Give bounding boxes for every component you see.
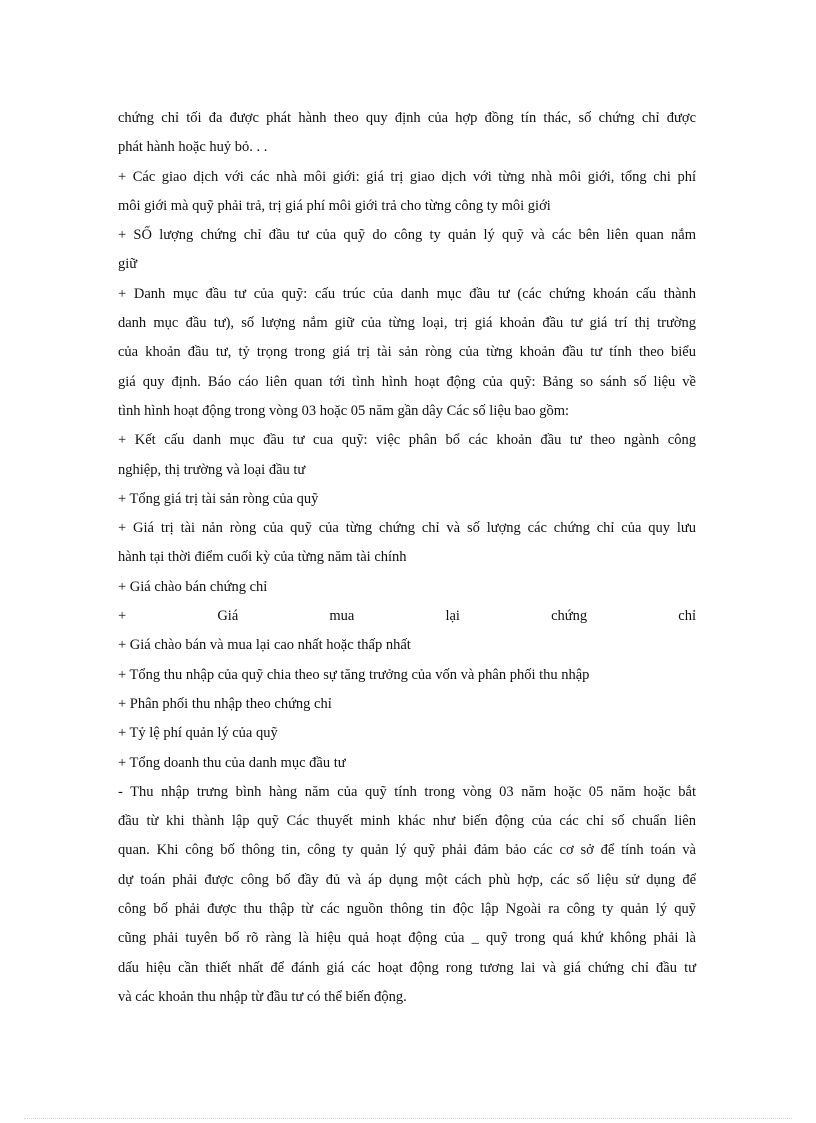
text-line: giá quy định. Báo cáo liên quan tới tình hình hoạt động của quỹ: Bảng so sánh số liệu về [118,373,696,390]
text-line: dự toán phải được công bố đầy đủ và áp dụng một cách phù hợp, các số liệu sử dụng để [118,871,696,888]
text-line: - Thu nhập trưng bình hàng năm của quỹ tính trong vòng 03 năm hoặc 05 năm hoặc bắt [118,783,696,800]
page-bottom-rule [24,1118,792,1119]
text-word: + [118,608,127,625]
text-line: + Phân phối thu nhập theo chứng chỉ [118,695,332,712]
text-line: + Tổng giá trị tài sản ròng của quỹ [118,490,319,507]
text-line-spread [118,602,696,631]
text-word: Giá [217,608,239,625]
text-line: công bố phải được thu thập từ các nguồn thông tin độc lập Ngoài ra công ty quản lý quỹ [118,901,696,918]
text-word: chỉ [678,608,696,625]
text-line: + Giá trị tài nản ròng của quỹ của từng chứng chỉ và số lượng các chứng chỉ của quy lưu [118,520,696,537]
text-word: lại [445,608,460,625]
text-line: + Giá chào bán và mua lại cao nhất hoặc thấp nhất [118,637,411,654]
text-line: của khoản đầu tư, tỷ trọng trong giá trị tài sản ròng của từng khoản đầu tư tính theo biểu [118,344,696,361]
document-body [118,104,696,1012]
text-line: + Danh mục đầu tư của quỹ: cấu trúc của danh mục đầu tư (các chứng khoán cấu thành [118,285,696,302]
text-line: + SỐ lượng chứng chỉ đầu tư của quỹ do công ty quản lý quỹ và các bên liên quan nắm [118,227,696,244]
text-line: cũng phải tuyên bố rõ ràng là hiệu quả hoạt động của _ quỹ trong quá khứ không phải là [118,930,696,947]
text-line: + Tổng doanh thu của danh mục đầu tư [118,754,346,771]
text-line: phát hành hoặc huỷ bỏ. . . [118,139,268,156]
text-line: dấu hiệu cần thiết nhất để đánh giá các hoạt động rong tương lai và giá chứng chỉ đầu tư [118,959,696,976]
text-line: + Giá chào bán chứng chỉ [118,578,268,595]
text-line: và các khoản thu nhập từ đầu tư có thể biến động. [118,988,407,1005]
text-line: + Tỷ lệ phí quản lý của quỹ [118,725,278,742]
text-line: môi giới mà quỹ phải trả, trị giá phí môi giới trả cho từng công ty môi giới [118,197,551,214]
text-line: giữ [118,256,138,273]
text-line: tình hình hoạt động trong vòng 03 hoặc 05 năm gần dây Các số liệu bao gồm: [118,402,570,419]
text-line: đầu từ khi thành lập quỹ Các thuyết minh khác như biến động của các chỉ số chuẩn liên [118,813,696,830]
text-line: + Tổng thu nhập của quỹ chia theo sự tăng trưởng của vốn và phân phối thu nhập [118,666,590,683]
text-word: chứng [551,608,588,625]
text-line: nghiệp, thị trường và loại đầu tư [118,461,306,478]
text-line: + Kết cấu danh mục đầu tư cua quỹ: việc phân bổ các khoản đầu tư theo ngành công [118,432,696,449]
text-line: quan. Khi công bố thông tin, công ty quản lý quỹ phải đảm bảo các cơ sở để tính toán và [118,842,696,859]
text-line: hành tại thời điểm cuối kỳ của từng năm tài chính [118,549,407,566]
text-line: danh mục đầu tư), số lượng nắm giữ của từng loại, trị giá khoản đầu tư giá trí thị trường [118,315,696,332]
text-line: + Các giao dịch với các nhà môi giới: giá trị giao dịch với từng nhà môi giới, tổng chi phí [118,168,696,185]
text-line: chứng chỉ tối đa được phát hành theo quy định của hợp đồng tín thác, số chứng chỉ được [118,110,696,126]
text-word: mua [329,608,355,625]
